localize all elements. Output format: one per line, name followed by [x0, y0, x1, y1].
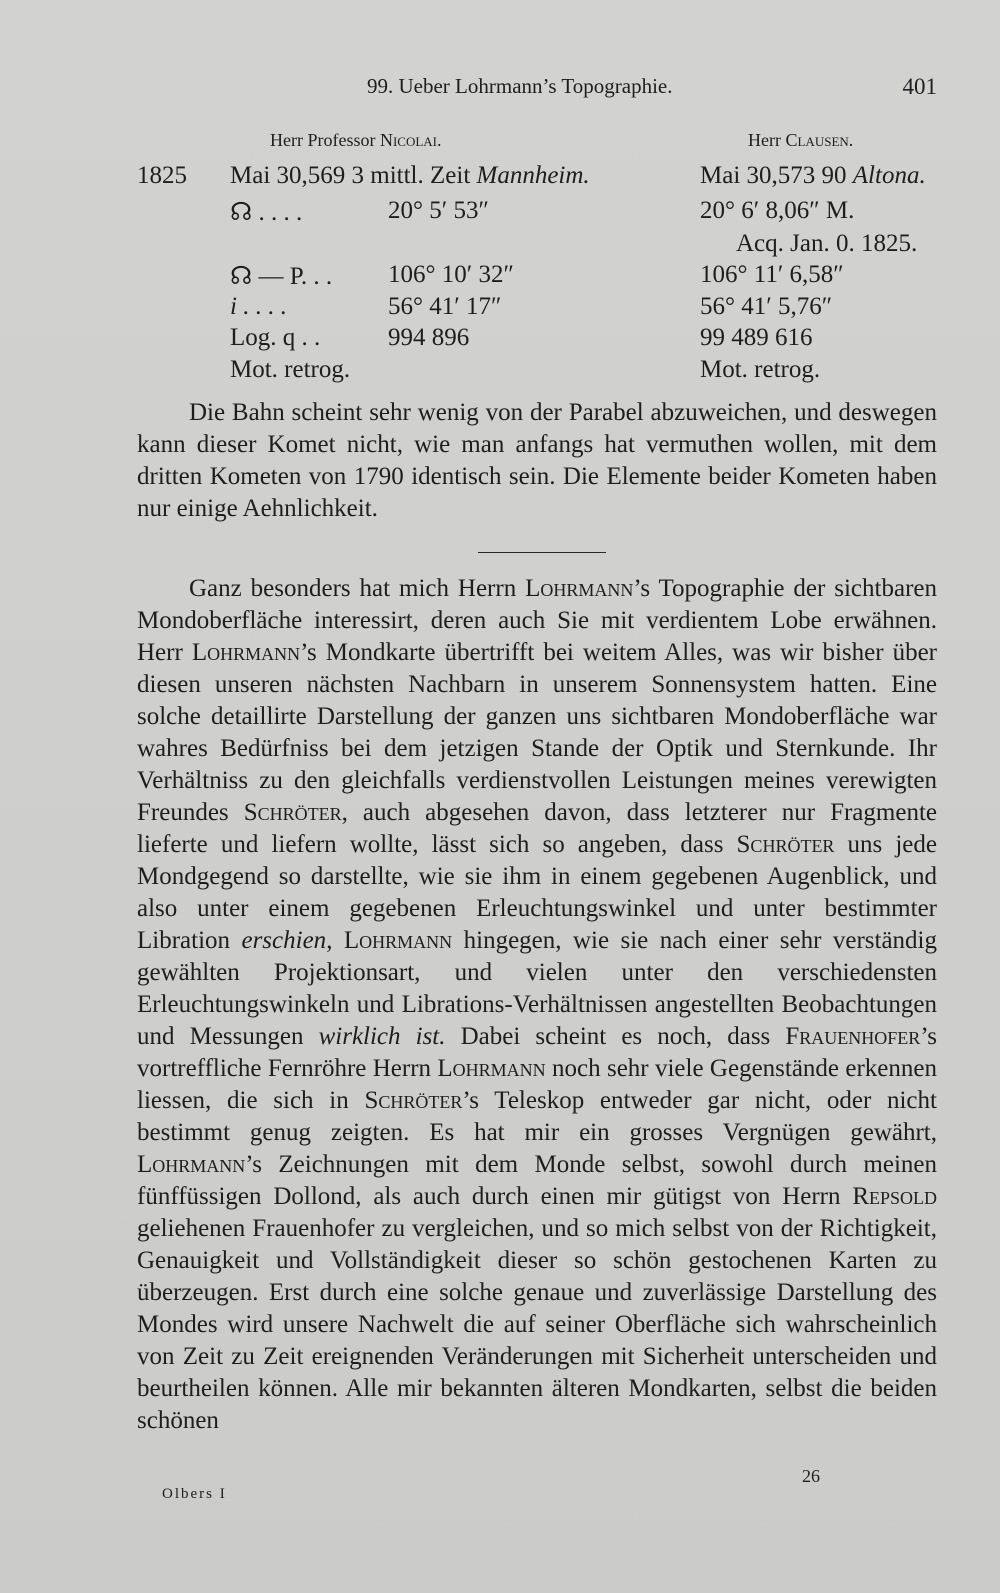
- text-run: ’s Topographie der sichtbaren Mondoberfläche interessirt, deren auch Sie mit verdientem Lobe erwähnen. Herr: [137, 575, 937, 666]
- perihelion-label: ☊ — P. . .: [230, 263, 333, 290]
- text-run: hingegen, wie sie nach einer sehr verständig gewählten Projektionsart, und vielen unter den verschiedensten Erleuchtungswinkeln und Librations-Verhältnissen angestellten Beobachtungen und Messungen: [137, 927, 938, 1050]
- row-equinox: [0, 230, 1000, 262]
- paragraph-lohrmann: [137, 573, 937, 1437]
- text-run: ’s Zeichnungen mit dem Monde selbst, sowohl durch meinen fünffüssigen Dollond, als auch durch einen mir gütigst von Herrn: [137, 1151, 937, 1210]
- text-run: Dabei scheint es noch, dass: [445, 1023, 786, 1050]
- row-inclination: [0, 293, 1000, 325]
- name-lohrmann: Lohrmann: [343, 927, 453, 954]
- column-header-nicolai: [270, 130, 442, 151]
- row-motion: [0, 356, 1000, 388]
- paragraph-orbit: Die Bahn scheint sehr wenig von der Parabel abzuweichen, und deswegen kann dieser Komet nicht, wie man anfangs hat vermuthen wollen, mit dem dritten Kometen von 1790 identisch sein. Die Elemente beider Kometen haben nur einige Aehnlichkeit.: [137, 399, 937, 522]
- row-log-q: [0, 324, 1000, 356]
- node-clausen: 20° 6′ 8,06″ M.: [700, 197, 855, 224]
- log-q-label: Log. q . .: [230, 324, 321, 351]
- text-run: ’s Mondkarte übertrifft bei weitem Alles, was wir bisher über diesen unseren nächsten Nachbarn in unserem Sonnensystem hatten. Eine solche detaillirte Darstellung der ganzen uns sichtbaren Mondoberfläche war wahres Bedürfniss bei dem jetzigen Stande der Optik und Sternkunde. Ihr Verhältniss zu den gleichfalls verdienstvollen Leistungen meines verewigten Freundes: [137, 639, 937, 826]
- name-lohrmann: Lohrmann: [137, 1151, 246, 1178]
- header-prefix: Herr: [748, 130, 786, 150]
- chapter-title: 99. Ueber Lohrmann’s Topographie.: [367, 74, 673, 98]
- epoch-nicolai-place: Mannheim.: [476, 162, 590, 189]
- epoch-clausen: [700, 162, 926, 190]
- inclination-label: i . . . .: [230, 293, 287, 320]
- printer-signature: Olbers I: [162, 1486, 227, 1502]
- text-run: ’s Teleskop entweder gar nicht, oder nicht bestimmt genug zeigten. Es hat mir ein grosses Vergnügen gewährt,: [137, 1087, 937, 1146]
- node-label: ☊ . . . .: [230, 199, 303, 226]
- emphasis-erschien: erschien: [241, 927, 327, 954]
- epoch-clausen-text: Mai 30,573 90: [700, 162, 853, 189]
- row-node: [0, 197, 1000, 229]
- epoch-nicolai-text: Mai 30,569 3 mittl. Zeit: [230, 162, 477, 189]
- sheet-number: 26: [802, 1466, 820, 1486]
- text-run: noch sehr viele Gegenstände erkennen liessen, die sich in: [137, 1055, 937, 1114]
- motion-nicolai: Mot. retrog.: [230, 356, 351, 383]
- section-divider: [478, 552, 606, 553]
- name-lohrmann: Lohrmann: [191, 639, 301, 666]
- text-run: Ganz besonders hat mich Herrn: [189, 575, 526, 602]
- name-schroeter: Schröter: [736, 831, 835, 858]
- perihelion-clausen: 106° 11′ 6,58″: [700, 261, 844, 288]
- row-perihelion: [0, 261, 1000, 293]
- epoch-clausen-place: Altona.: [852, 162, 926, 189]
- text-run: , auch abgesehen davon, dass letzterer nur Fragmente lieferte und liefern wollte, lässt sich so angeben, dass: [137, 799, 937, 858]
- name-lohrmann: Lohrmann: [525, 575, 634, 602]
- inclination-clausen: 56° 41′ 5,76″: [700, 293, 833, 320]
- name-repsold: Repsold: [852, 1183, 937, 1210]
- log-q-clausen: 99 489 616: [700, 324, 813, 351]
- node-nicolai: 20° 5′ 53″: [388, 197, 489, 224]
- text-run: ’s vortreffliche Fernröhre Herrn: [137, 1023, 937, 1082]
- equinox-clausen: Acq. Jan. 0. 1825.: [736, 230, 918, 257]
- text-run: ,: [326, 927, 344, 954]
- inclination-nicolai: 56° 41′ 17″: [388, 293, 502, 320]
- running-head: [137, 74, 937, 106]
- name-frauenhofer: Frauenhofer: [785, 1023, 921, 1050]
- text-run: uns jede Mondgegend so darstellte, wie sie ihm in einem gegebenen Augenblick, und also unter einem gegebenen Erleuchtungswinkel und unter bestimmter Libration: [137, 831, 937, 954]
- header-name: Clausen.: [785, 130, 854, 150]
- name-lohrmann: Lohrmann: [437, 1055, 546, 1082]
- motion-clausen: Mot. retrog.: [700, 356, 821, 383]
- text-run: geliehenen Frauenhofer zu vergleichen, und so mich selbst von der Richtigkeit, Genauigkeit und Vollständigkeit dieser so schön gestochenen Karten zu überzeugen. Erst durch eine solche genaue und zuverlässige Darstellung des Mondes wird unsere Nachwelt die auf seiner Oberfläche sich wahrscheinlich von Zeit zu Zeit ereignenden Veränderungen mit Sicherheit unterscheiden und beurtheilen können. Alle mir bekannten älteren Mondkarten, selbst die beiden schönen: [137, 1215, 937, 1434]
- name-schroeter: Schröter: [364, 1087, 463, 1114]
- log-q-nicolai: 994 896: [388, 324, 470, 351]
- perihelion-nicolai: 106° 10′ 32″: [388, 261, 514, 288]
- emphasis-wirklich: wirklich ist.: [318, 1023, 446, 1050]
- header-prefix: Herr Professor: [270, 130, 380, 150]
- header-name: Nicolai.: [379, 130, 442, 150]
- page-number: 401: [902, 74, 937, 99]
- column-header-clausen: [748, 130, 853, 151]
- name-schroeter: Schröter: [243, 799, 342, 826]
- epoch-year: 1825: [137, 162, 187, 189]
- row-epoch: [0, 162, 1000, 194]
- epoch-nicolai: [230, 162, 590, 190]
